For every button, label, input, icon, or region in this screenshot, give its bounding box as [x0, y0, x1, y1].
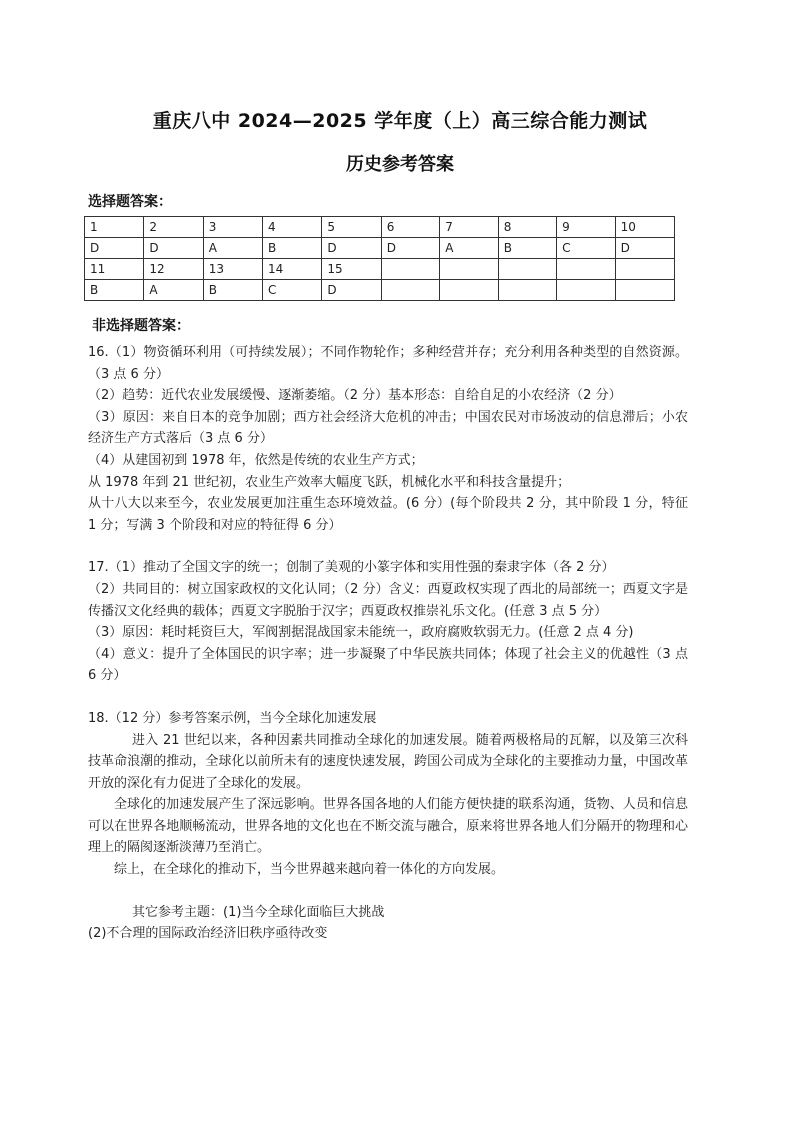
question-number-cell: 6	[381, 217, 440, 238]
answer-letter-cell: C	[263, 280, 322, 301]
question-number-cell	[557, 259, 615, 280]
q17-line: （3）原因：耗时耗资巨大，军阀割据混战国家未能统一，政府腐败软弱无力。(任意 2 点 4 分)	[88, 625, 634, 641]
answer-letter-cell	[440, 280, 498, 301]
q16-line: （3）原因：来自日本的竞争加剧；西方社会经济大危机的冲击；中国农民对市场波动的信息滞后；小农经济生产方式落后（3 点 6 分）	[88, 409, 688, 447]
answer-letter-cell: B	[203, 280, 262, 301]
q16-line: 16.（1）物资循环利用（可持续发展）；不同作物轮作；多种经营并存；充分利用各种类型的自然资源。（3 点 6 分）	[88, 345, 688, 382]
question-number-cell: 12	[144, 259, 203, 280]
question-number-cell: 11	[85, 259, 144, 280]
answer-table-row	[85, 217, 675, 238]
answer-table-row	[85, 259, 675, 280]
q18-paragraph: 进入 21 世纪以来，各种因素共同推动全球化的加速发展。随着两极格局的瓦解，以及第三次科技革命浪潮的推动，全球化以前所未有的速度快速发展，跨国公司成为全球化的主要推动力量，中国改革开放的深化有力促进了全球化的发展。	[88, 732, 688, 791]
question-number-cell: 8	[498, 217, 556, 238]
answer-table-row	[85, 238, 675, 259]
nonchoice-answers	[88, 342, 688, 945]
question-number-cell: 7	[440, 217, 498, 238]
q17-line: （2）共同目的：树立国家政权的文化认同；（2 分）含义：西夏政权实现了西北的局部统一；西夏文字是传播汉文化经典的载体；西夏文字脱胎于汉字；西夏政权推崇礼乐文化。(任意 3 点 5 分）	[88, 581, 688, 619]
question-number-cell	[615, 259, 674, 280]
q17-line: 17.（1）推动了全国文字的统一；创制了美观的小篆字体和实用性强的秦隶字体（各 2 分）	[88, 560, 615, 576]
answer-letter-cell: A	[144, 280, 203, 301]
answer-letter-cell: C	[557, 238, 615, 259]
q16-line: 从 1978 年到 21 世纪初，农业生产效率大幅度飞跃，机械化水平和科技含量提升；	[88, 474, 571, 490]
answer-letter-cell: B	[498, 238, 556, 259]
answer-letter-cell: D	[381, 238, 440, 259]
answer-letter-cell	[498, 280, 556, 301]
question-number-cell: 4	[263, 217, 322, 238]
nonchoice-section-label: 非选择题答案：	[92, 318, 190, 334]
answer-letter-cell	[557, 280, 615, 301]
question-number-cell: 5	[322, 217, 381, 238]
question-number-cell	[381, 259, 440, 280]
q17-line: （4）意义：提升了全体国民的识字率；进一步凝聚了中华民族共同体；体现了社会主义的优越性（3 点 6 分）	[88, 646, 688, 684]
choice-answer-table	[84, 216, 675, 301]
answer-letter-cell: A	[203, 238, 262, 259]
question-number-cell	[440, 259, 498, 280]
q16-line: （4）从建国初到 1978 年，依然是传统的农业生产方式；	[88, 452, 424, 468]
answer-letter-cell	[381, 280, 440, 301]
question-number-cell: 15	[322, 259, 381, 280]
question-number-cell: 13	[203, 259, 262, 280]
question-number-cell: 1	[85, 217, 144, 238]
answer-letter-cell: D	[144, 238, 203, 259]
answer-letter-cell: D	[615, 238, 674, 259]
answer-letter-cell: A	[440, 238, 498, 259]
answer-table-row	[85, 280, 675, 301]
question-number-cell	[498, 259, 556, 280]
q16-line: （2）趋势：近代农业发展缓慢、逐渐萎缩。（2 分）基本形态：自给自足的小农经济（2 分）	[88, 388, 622, 404]
q18-heading: 18.（12 分）参考答案示例，当今全球化加速发展	[88, 710, 377, 726]
answer-letter-cell: D	[322, 280, 381, 301]
q16-line: 从十八大以来至今，农业发展更加注重生态环境效益。(6 分）(每个阶段共 2 分，其中阶段 1 分，特征 1 分；写满 3 个阶段和对应的特征得 6 分）	[88, 496, 688, 533]
question-number-cell: 10	[615, 217, 674, 238]
answer-letter-cell	[615, 280, 674, 301]
answer-letter-cell: D	[322, 238, 381, 259]
answer-letter-cell: D	[85, 238, 144, 259]
q18-other-topic: (2)不合理的国际政治经济旧秩序亟待改变	[88, 926, 328, 942]
question-number-cell: 3	[203, 217, 262, 238]
answer-letter-cell: B	[85, 280, 144, 301]
choice-section-label: 选择题答案：	[88, 194, 172, 210]
document-title: 重庆八中 2024—2025 学年度（上）高三综合能力测试	[152, 110, 648, 132]
q18-paragraph: 综上，在全球化的推动下，当今世界越来越向着一体化的方向发展。	[114, 862, 505, 878]
question-number-cell: 9	[557, 217, 615, 238]
q18-paragraph: 全球化的加速发展产生了深远影响。世界各国各地的人们能方便快捷的联系沟通，货物、人员和信息可以在世界各地顺畅流动，世界各地的文化也在不断交流与融合，原来将世界各地人们分隔开的物理和心理上的隔阂逐渐淡薄乃至消亡。	[88, 797, 688, 856]
document-subtitle: 历史参考答案	[346, 154, 454, 175]
q18-other-topic: 其它参考主题：(1)当今全球化面临巨大挑战	[132, 904, 385, 920]
question-number-cell: 14	[263, 259, 322, 280]
answer-letter-cell: B	[263, 238, 322, 259]
question-number-cell: 2	[144, 217, 203, 238]
